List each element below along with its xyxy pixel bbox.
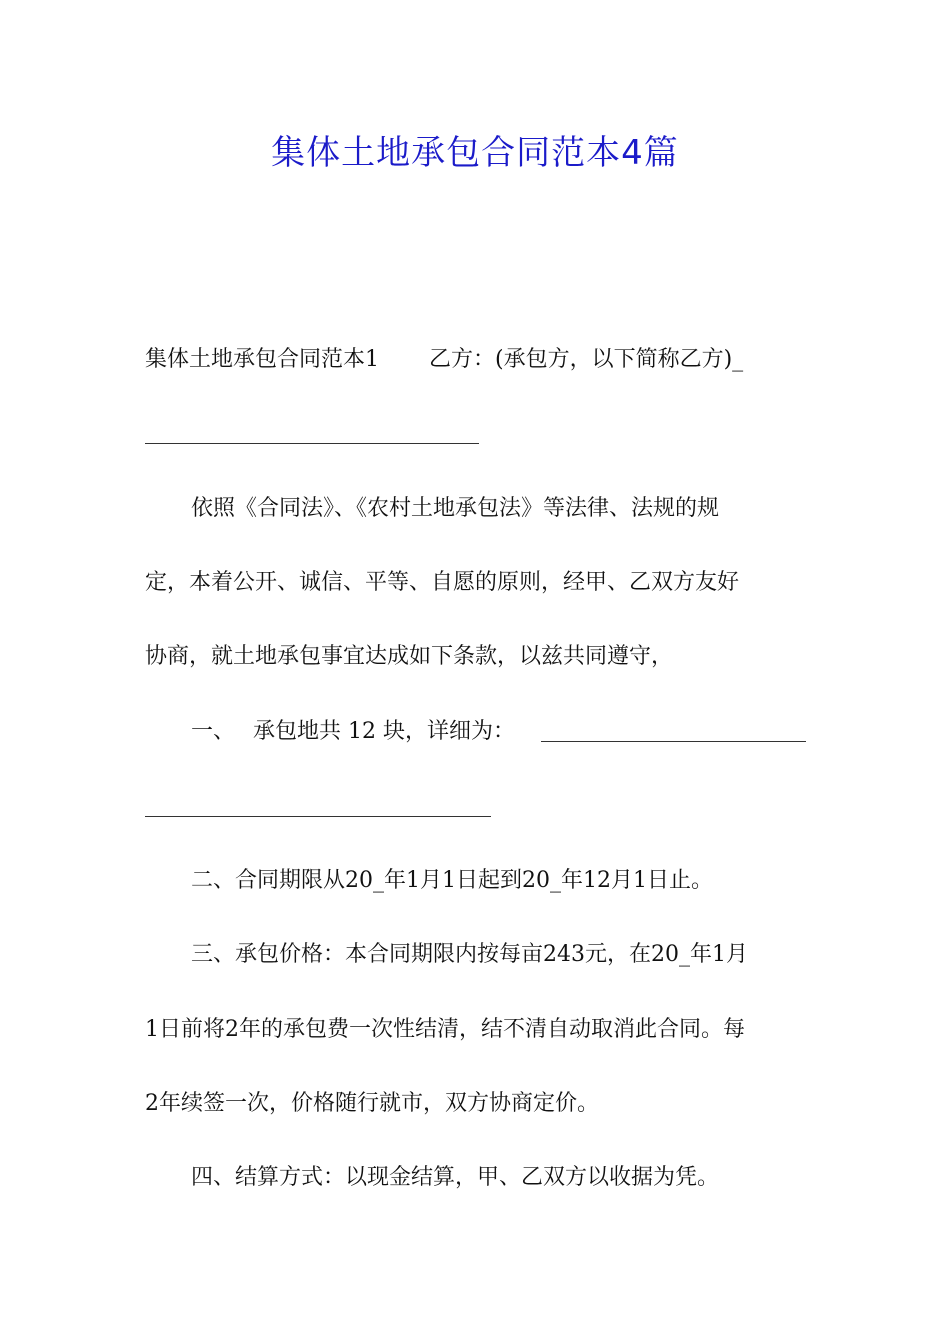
clause-1-number: 一、 — [191, 719, 236, 744]
clause-1-text: 承包地共 12 块，详细为： — [253, 719, 515, 744]
clause-4-line: 四、结算方式：以现金结算，甲、乙双方以收据为凭。 — [191, 1165, 720, 1190]
heading-line — [145, 340, 810, 380]
clause-1-blank-line-a — [541, 741, 806, 742]
clause-1-line — [145, 712, 810, 752]
clause-3-line-3: 2年续签一次，价格随行就市，双方协商定价。 — [145, 1091, 599, 1116]
clause-1-blank-line-b — [145, 816, 491, 817]
section-name: 集体土地承包合同范本1 — [145, 347, 379, 372]
intro-line-2: 定，本着公开、诚信、平等、自愿的原则，经甲、乙双方友好 — [145, 570, 740, 595]
intro-line-1: 依照《合同法》、《农村土地承包法》等法律、法规的规 — [191, 496, 720, 521]
clause-2-line: 二、合同期限从20_年1月1日起到20_年12月1日止。 — [191, 868, 713, 893]
clause-3-line-1: 三、承包价格：本合同期限内按每亩243元，在20_年1月 — [191, 942, 748, 967]
document-title: 集体土地承包合同范本4篇 — [271, 133, 679, 173]
intro-line-3: 协商，就土地承包事宜达成如下条款，以兹共同遵守， — [145, 644, 674, 669]
party-b-label: 乙方：(承包方，以下简称乙方)_ — [429, 347, 744, 372]
clause-3-line-2: 1日前将2年的承包费一次性结清，结不清自动取消此合同。每 — [145, 1017, 745, 1042]
party-b-blank-line — [145, 443, 479, 444]
